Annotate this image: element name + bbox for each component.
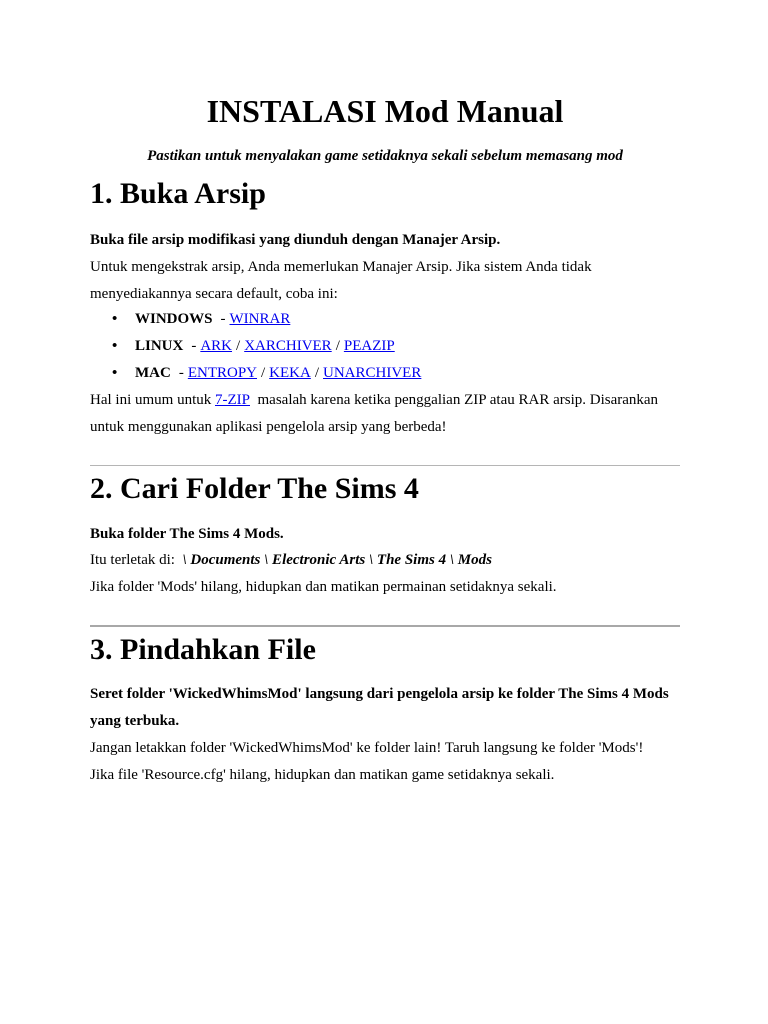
link-7zip[interactable]: 7-ZIP bbox=[215, 392, 250, 408]
page-subtitle: Pastikan untuk menyalakan game setidaknya sekali sebelum memasang mod bbox=[147, 148, 623, 164]
section-3-heading: 3. Pindahkan File bbox=[90, 633, 316, 666]
section-3-instruction-line-1: Seret folder 'WickedWhimsMod' langsung dari pengelola arsip ke folder The Sims 4 Mods bbox=[90, 686, 669, 702]
section-3-text-line-1: Jangan letakkan folder 'WickedWhimsMod' ke folder lain! Taruh langsung ke folder 'Mods'! bbox=[90, 740, 644, 756]
bullet-windows bbox=[112, 309, 290, 329]
bullet-icon: • bbox=[112, 338, 118, 354]
note-suffix: masalah karena ketika penggalian ZIP atau RAR arsip. Disarankan bbox=[257, 392, 659, 408]
link-separator: / bbox=[335, 338, 340, 354]
link-entropy[interactable]: ENTROPY bbox=[187, 365, 257, 381]
link-xarchiver[interactable]: XARCHIVER bbox=[244, 338, 332, 354]
section-2-text-line: Jika folder 'Mods' hilang, hidupkan dan matikan permainan setidaknya sekali. bbox=[90, 579, 557, 595]
mods-folder-path: \ Documents \ Electronic Arts \ The Sims 4 \ Mods bbox=[182, 552, 492, 568]
dash: - bbox=[220, 311, 226, 327]
link-separator: / bbox=[236, 338, 241, 354]
link-keka[interactable]: KEKA bbox=[269, 365, 311, 381]
section-1-text-line-2: menyediakannya secara default, coba ini: bbox=[90, 286, 338, 302]
path-prefix: Itu terletak di: bbox=[90, 552, 175, 568]
section-1-text-line-1: Untuk mengekstrak arsip, Anda memerlukan Manajer Arsip. Jika sistem Anda tidak bbox=[90, 259, 592, 275]
dash: - bbox=[178, 365, 184, 381]
os-label-windows: WINDOWS bbox=[135, 311, 213, 327]
os-label-mac: MAC bbox=[135, 365, 171, 381]
link-unarchiver[interactable]: UNARCHIVER bbox=[323, 365, 422, 381]
section-3-text-line-2: Jika file 'Resource.cfg' hilang, hidupkan dan matikan game setidaknya sekali. bbox=[90, 767, 555, 783]
bullet-mac bbox=[112, 363, 421, 383]
link-ark[interactable]: ARK bbox=[200, 338, 233, 354]
section-2-heading: 2. Cari Folder The Sims 4 bbox=[90, 472, 419, 505]
section-1-note-line-1 bbox=[90, 390, 680, 410]
bullet-linux bbox=[112, 336, 395, 356]
bullet-icon: • bbox=[112, 365, 118, 381]
dash: - bbox=[191, 338, 197, 354]
section-3-instruction-line-2: yang terbuka. bbox=[90, 713, 180, 729]
page-title: INSTALASI Mod Manual bbox=[206, 93, 564, 129]
section-2-path-line bbox=[90, 550, 680, 570]
link-separator: / bbox=[261, 365, 266, 381]
bullet-icon: • bbox=[112, 311, 118, 327]
section-1-instruction: Buka file arsip modifikasi yang diunduh dengan Manajer Arsip. bbox=[90, 232, 501, 248]
section-1-heading: 1. Buka Arsip bbox=[90, 177, 266, 210]
section-divider bbox=[90, 625, 680, 627]
link-winrar[interactable]: WINRAR bbox=[229, 311, 291, 327]
link-separator: / bbox=[314, 365, 320, 381]
section-divider bbox=[90, 465, 680, 466]
section-1-note-line-2: untuk menggunakan aplikasi pengelola arsip yang berbeda! bbox=[90, 419, 447, 435]
os-label-linux: LINUX bbox=[135, 338, 184, 354]
note-prefix: Hal ini umum untuk bbox=[90, 392, 212, 408]
link-peazip[interactable]: PEAZIP bbox=[343, 338, 395, 354]
section-2-instruction: Buka folder The Sims 4 Mods. bbox=[90, 526, 284, 542]
